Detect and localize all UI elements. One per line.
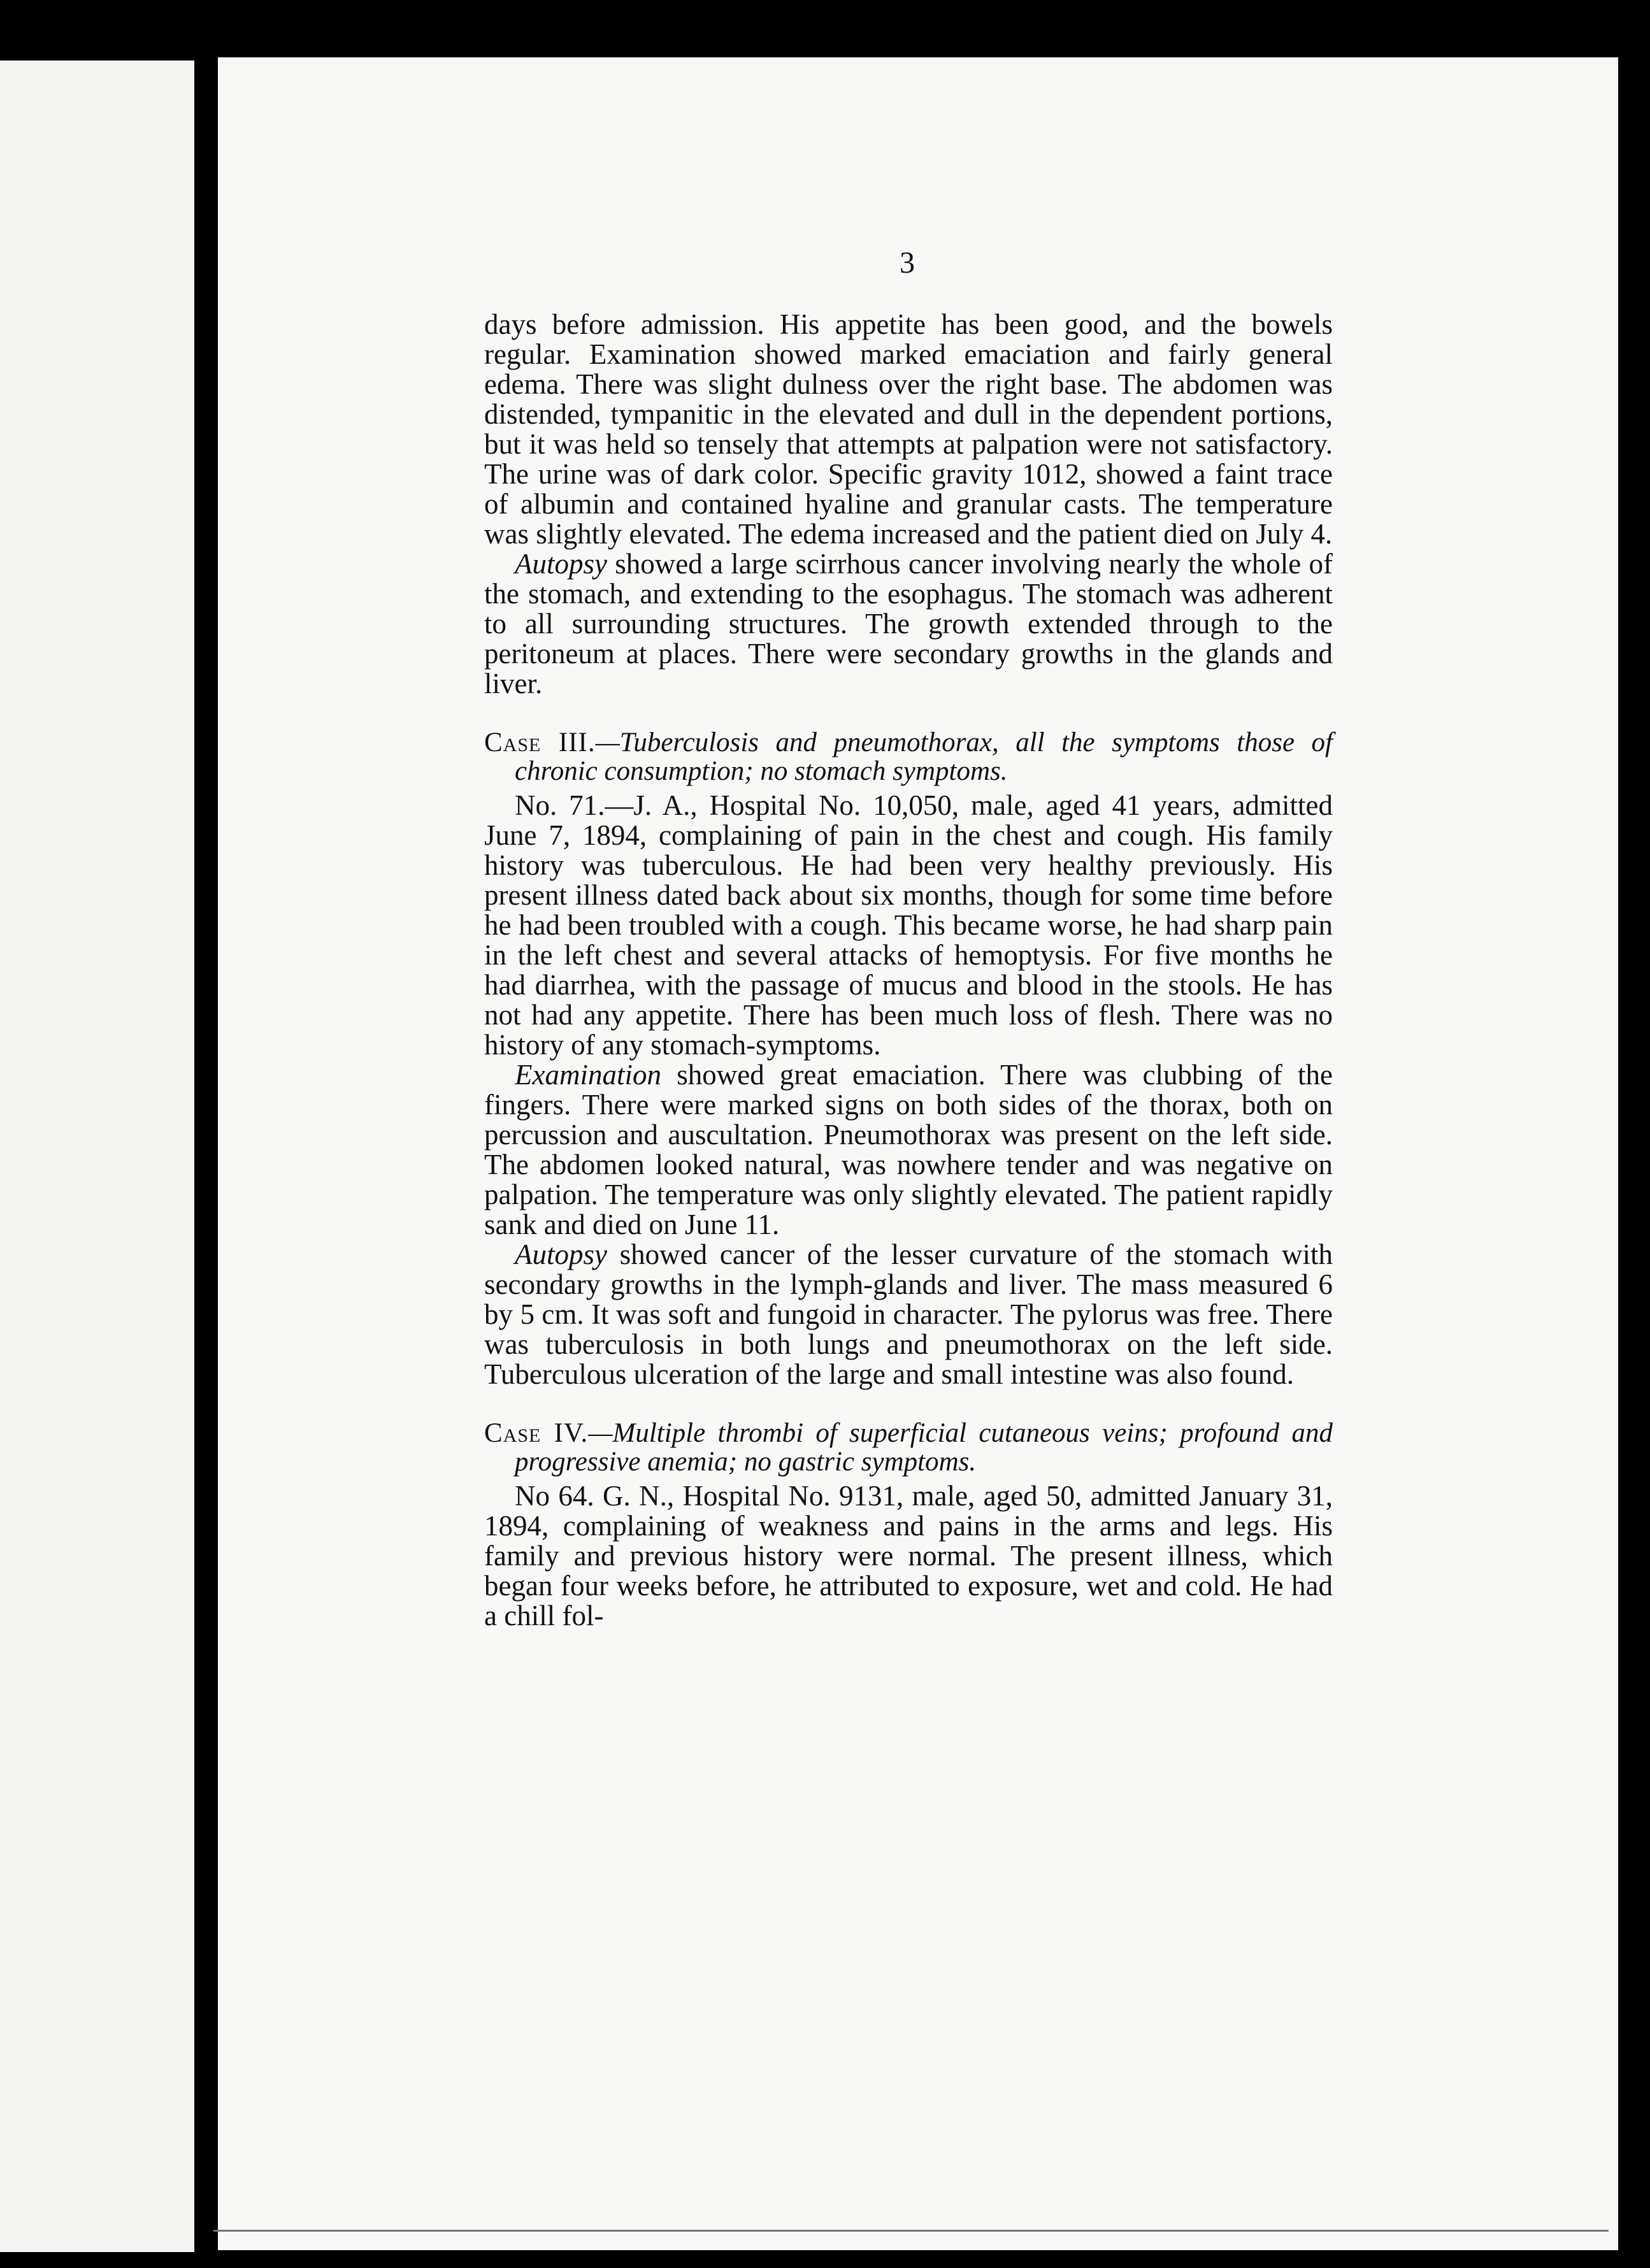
- paragraph-lead: Examination: [515, 1059, 661, 1091]
- case-label: Case IV.: [484, 1418, 589, 1448]
- paragraph: days before admission. His appetite has been good, and the bowels regular. Examination showed marked emaciation and fairly general edema. There was slight dulness over the right base. The abdomen was distended, tympanitic in the elevated and dull in the dependent portions, but it was held so tensely that attempts at palpation were not satisfactory. The urine was of dark color. Specific gravity 1012, showed a faint trace of albumin and contained hyaline and granular casts. The temperature was slightly elevated. The edema increased and the patient died on July 4.: [484, 308, 1333, 550]
- paragraph-text: showed cancer of the lesser curvature of the stomach with secondary growths in the lymph-glands and liver. The mass measured 6 by 5 cm. It was soft and fungoid in character. The pylorus was free. There was tuberculosis in both lungs and pneumothorax on the left side. Tuberculous ulceration of the large and small intestine was also found.: [484, 1238, 1333, 1390]
- paragraph-text: showed a large scirrhous cancer involving nearly the whole of the stomach, and extending to the esophagus. The stomach was adherent to all surrounding structures. The growth extended through to the peritoneum at places. There were secondary growths in the glands and liver.: [484, 548, 1333, 700]
- case-description: —Multiple thrombi of superficial cutaneous veins; profound and progressive anemia; no gastric symptoms.: [515, 1418, 1333, 1477]
- paragraph-lead: Autopsy: [515, 1238, 607, 1270]
- paragraph-text: showed great emaciation. There was clubbing of the fingers. There were marked signs on both sides of the thorax, both on percussion and auscultation. Pneumothorax was present on the left side. The abdomen looked natural, was nowhere tender and was negative on palpation. The temperature was only slightly elevated. The patient rapidly sank and died on June 11.: [484, 1059, 1333, 1240]
- paragraph: No 64. G. N., Hospital No. 9131, male, aged 50, admitted January 31, 1894, complaining of weakness and pains in the arms and legs. His family and previous history were normal. The present illness, which began four weeks before, he attributed to exposure, wet and cold. He had a chill fol-: [484, 1480, 1333, 1632]
- previous-page-edge: [0, 61, 194, 2252]
- case-label: Case III.: [484, 728, 596, 757]
- case-description: —Tuberculosis and pneumothorax, all the symptoms those of chronic consumption; no stomach symptoms.: [515, 728, 1333, 786]
- case-heading: [484, 1419, 1333, 1476]
- paragraph-lead: Autopsy: [515, 548, 607, 580]
- page-bottom-edge: [213, 2230, 1609, 2238]
- paragraph: [484, 549, 1333, 699]
- paragraph: No. 71.—J. A., Hospital No. 10,050, male, aged 41 years, admitted June 7, 1894, complaining of pain in the chest and cough. His family history was tuberculous. He had been very healthy previously. His present illness dated back about six months, though for some time before he had been troubled with a cough. This became worse, he had sharp pain in the left chest and several attacks of hemoptysis. For five months he had diarrhea, with the passage of mucus and blood in the stools. He has not had any appetite. There has been much loss of flesh. There was no history of any stomach-symptoms.: [484, 789, 1333, 1061]
- paragraph: [484, 1060, 1333, 1240]
- page-number: 3: [900, 246, 915, 280]
- paragraph: [484, 1240, 1333, 1389]
- page-body: [484, 310, 1333, 1631]
- case-heading: [484, 728, 1333, 786]
